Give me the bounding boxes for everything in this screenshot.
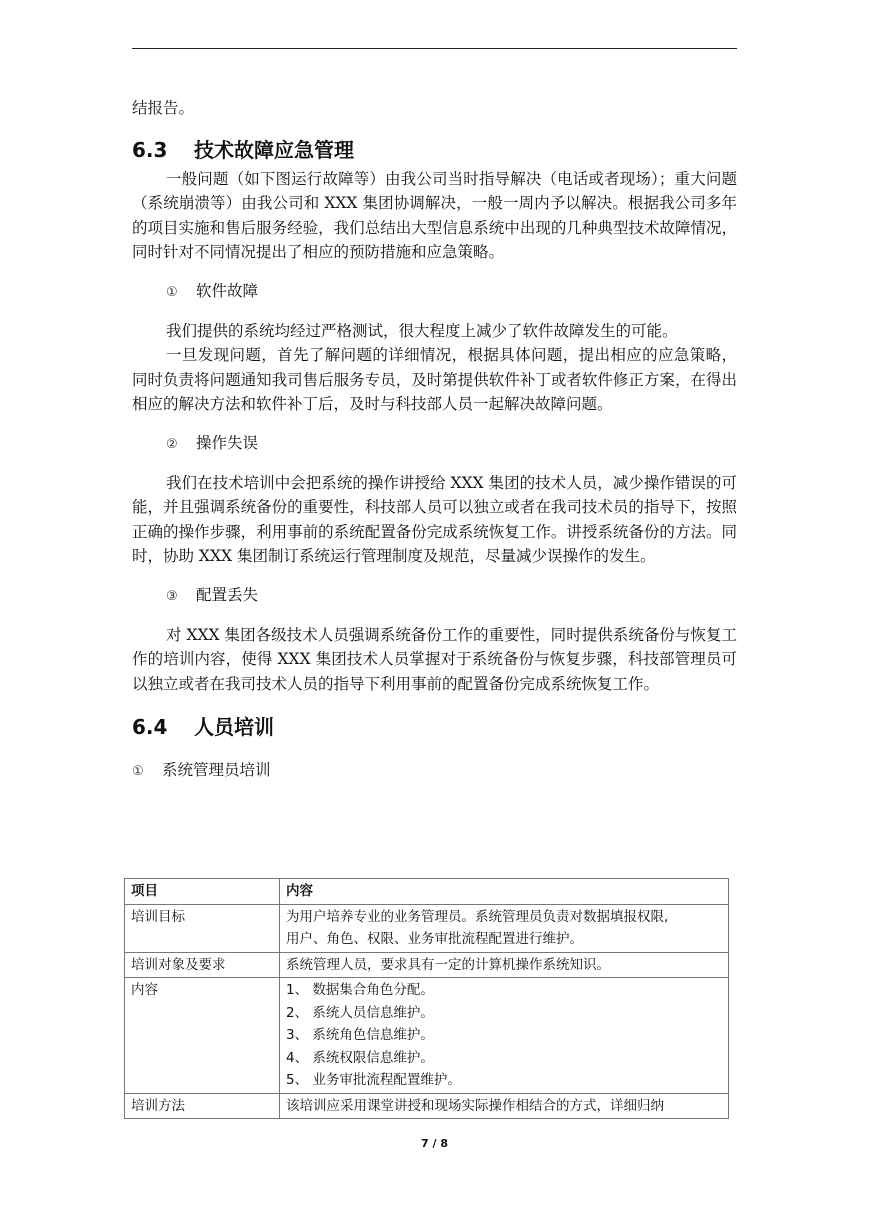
table-header-content: 内容 <box>280 879 729 905</box>
row-content <box>280 978 729 1094</box>
row-label: 内容 <box>125 978 280 1094</box>
row-label: 培训对象及要求 <box>125 952 280 978</box>
page-number: 7 / 8 <box>421 1137 448 1150</box>
item-marker: ③ <box>166 588 178 604</box>
paragraph: 我们在技术培训中会把系统的操作讲授给 XXX 集团的技术人员，减少操作错误的可能，并且强调系统备份的重要性，科技部人员可以独立或者在我司技术员的指导下，按照正确的操作步骤，利用事前的系统配置备份完成系统恢复工作。讲授系统备份的方法。同时，协助 XXX 集团制订系统运行管理制度及规范，尽量减少误操作的发生。 <box>132 473 737 565</box>
section-intro: 一般问题（如下图运行故障等）由我公司当时指导解决（电话或者现场）；重大问题（系统崩溃等）由我公司和 XXX 集团协调解决，一般一周内予以解决。根据我公司多年的项目实施和售后服务经验，我们总结出大型信息系统中出现的几种典型技术故障情况，同时针对不同情况提出了相应的预防措施和应急策略。 <box>132 169 737 261</box>
paragraph: 一旦发现问题，首先了解问题的详细情况，根据具体问题，提出相应的应急策略，同时负责将问题通知我司售后服务专员，及时第提供软件补丁或者软件修正方案，在得出相应的解决方法和软件补丁后，及时与科技部人员一起解决故障问题。 <box>132 346 737 413</box>
row-line: 1、 数据集合角色分配。 <box>286 982 434 998</box>
row-line: 该培训应采用课堂讲授和现场实际操作相结合的方式，详细归纳 <box>286 1097 664 1114</box>
row-content <box>280 1093 729 1119</box>
table-header-item: 项目 <box>125 879 280 905</box>
row-line: 系统管理人员，要求具有一定的计算机操作系统知识。 <box>286 956 610 973</box>
row-line: 用户、角色、权限、业务审批流程配置进行维护。 <box>286 931 583 947</box>
table-row <box>125 1093 729 1119</box>
item-marker: ② <box>166 436 178 452</box>
row-line: 4、 系统权限信息维护。 <box>286 1049 434 1066</box>
training-table <box>124 878 729 1119</box>
section-heading-6-3 <box>132 135 737 165</box>
item-title: 配置丢失 <box>196 585 259 604</box>
list-item-operation-error <box>132 431 737 457</box>
section-title: 技术故障应急管理 <box>194 137 354 162</box>
section-number: 6.3 <box>132 137 168 162</box>
item-title: 系统管理员培训 <box>162 761 271 779</box>
item-marker: ① <box>166 284 178 300</box>
page-content <box>132 96 737 784</box>
list-item-software-fault <box>132 279 737 305</box>
table-row <box>125 952 729 978</box>
row-line: 3、 系统角色信息维护。 <box>286 1027 434 1043</box>
row-line: 5、 业务审批流程配置维护。 <box>286 1072 461 1088</box>
item-title: 软件故障 <box>196 281 259 300</box>
row-line: 2、 系统人员信息维护。 <box>286 1004 434 1021</box>
item-marker: ① <box>132 764 144 779</box>
paragraph: 我们提供的系统均经过严格测试，很大程度上减少了软件故障发生的可能。 <box>166 321 678 340</box>
list-item-config-loss <box>132 583 737 609</box>
section-number: 6.4 <box>132 715 168 739</box>
row-label: 培训目标 <box>125 904 280 952</box>
table-row <box>125 978 729 1094</box>
item-title: 操作失误 <box>196 433 259 452</box>
table-header-row <box>125 879 729 905</box>
section-title: 人员培训 <box>194 715 274 739</box>
table-row <box>125 904 729 952</box>
header-rule <box>132 48 737 49</box>
section-heading-6-4 <box>132 712 737 742</box>
row-content <box>280 952 729 978</box>
row-content <box>280 904 729 952</box>
row-label: 培训方法 <box>125 1093 280 1119</box>
paragraph: 对 XXX 集团各级技术人员强调系统备份工作的重要性，同时提供系统备份与恢复工作的培训内容，使得 XXX 集团技术人员掌握对于系统备份与恢复步骤，科技部管理员可以独立或者在我司技术人员的指导下利用事前的配置备份完成系统恢复工作。 <box>132 625 737 693</box>
lead-text: 结报告。 <box>132 99 195 117</box>
row-line: 为用户培养专业的业务管理员。系统管理员负责对数据填报权限, <box>286 908 669 925</box>
sub-heading-admin-training <box>132 758 737 784</box>
